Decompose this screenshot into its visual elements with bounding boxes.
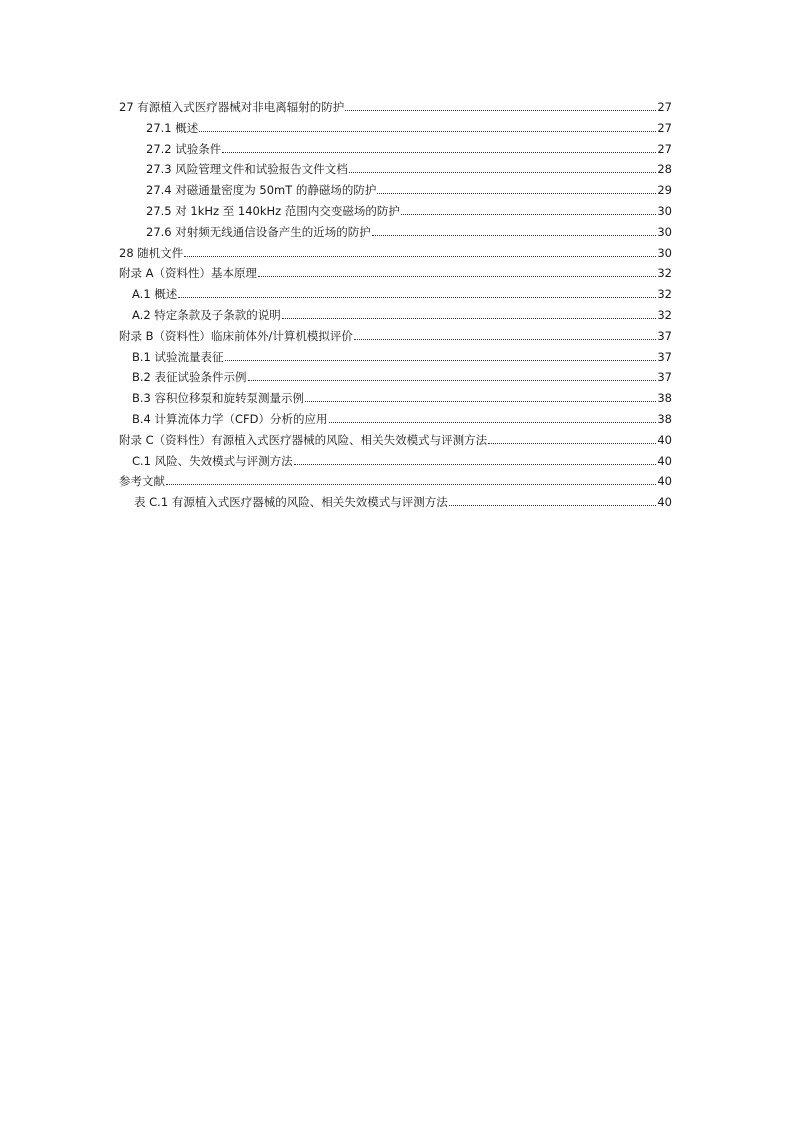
toc-entry-label: 27.4 对磁通量密度为 50mT 的静磁场的防护 <box>146 183 377 198</box>
toc-dot-leader <box>305 401 656 402</box>
toc-page-number: 40 <box>657 453 672 468</box>
toc-dot-leader <box>199 131 656 132</box>
toc-page-number: 37 <box>657 370 672 385</box>
toc-entry[interactable] <box>119 139 672 160</box>
toc-entry[interactable] <box>119 367 672 388</box>
toc-entry[interactable] <box>119 201 672 222</box>
toc-dot-leader <box>349 172 657 173</box>
toc-entry-label: 附录 C（资料性）有源植入式医疗器械的风险、相关失效模式与评测方法 <box>119 432 488 447</box>
toc-entry[interactable] <box>119 263 672 284</box>
toc-entry-label: 附录 A（资料性）基本原理 <box>119 266 258 281</box>
toc-entry-label: 27 有源植入式医疗器械对非电离辐射的防护 <box>119 100 345 114</box>
toc-entry[interactable] <box>119 243 672 264</box>
toc-dot-leader <box>345 110 656 111</box>
toc-entry[interactable] <box>119 409 672 430</box>
toc-dot-leader <box>178 297 656 298</box>
toc-page-number: 28 <box>657 162 672 177</box>
toc-page-number: 40 <box>657 495 672 510</box>
toc-entry[interactable] <box>119 305 672 326</box>
toc-dot-leader <box>225 360 657 361</box>
toc-page-number: 32 <box>657 307 672 322</box>
toc-dot-leader <box>184 256 656 257</box>
toc-entry[interactable] <box>119 97 672 118</box>
toc-entry-label: 附录 B（资料性）临床前体外/计算机模拟评价 <box>119 328 353 343</box>
table-of-contents <box>119 97 672 513</box>
toc-dot-leader <box>354 339 656 340</box>
toc-page-number: 40 <box>657 432 672 447</box>
toc-entry-label: 27.6 对射频无线通信设备产生的近场的防护 <box>146 224 371 239</box>
toc-entry[interactable] <box>119 222 672 243</box>
toc-page-number: 27 <box>657 120 672 135</box>
toc-dot-leader <box>488 443 656 444</box>
toc-entry-label: 27.5 对 1kHz 至 140kHz 范围内交变磁场的防护 <box>146 203 400 218</box>
toc-dot-leader <box>401 214 657 215</box>
toc-entry-label: 表 C.1 有源植入式医疗器械的风险、相关失效模式与评测方法 <box>134 495 448 510</box>
toc-dot-leader <box>294 464 657 465</box>
toc-entry[interactable] <box>119 451 672 472</box>
toc-page-number: 40 <box>657 474 672 489</box>
toc-entry[interactable] <box>119 492 672 513</box>
toc-dot-leader <box>282 318 657 319</box>
toc-page-number: 30 <box>657 203 672 218</box>
toc-page-number: 27 <box>657 100 672 114</box>
toc-dot-leader <box>329 422 657 423</box>
toc-page-number: 32 <box>657 266 672 281</box>
toc-page-number: 37 <box>657 349 672 364</box>
toc-dot-leader <box>222 152 656 153</box>
toc-dot-leader <box>372 235 657 236</box>
toc-dot-leader <box>258 276 656 277</box>
toc-entry-label: B.2 表征试验条件示例 <box>132 370 247 385</box>
toc-page-number: 30 <box>657 245 672 260</box>
toc-entry-label: 参考文献 <box>119 474 165 489</box>
toc-entry-label: C.1 风险、失效模式与评测方法 <box>132 453 293 468</box>
toc-entry[interactable] <box>119 471 672 492</box>
toc-dot-leader <box>377 193 656 194</box>
toc-dot-leader <box>449 505 657 506</box>
toc-page-number: 30 <box>657 224 672 239</box>
toc-entry[interactable] <box>119 284 672 305</box>
toc-page-number: 38 <box>657 391 672 406</box>
toc-entry-label: 27.3 风险管理文件和试验报告文件文档 <box>146 162 348 177</box>
toc-entry-label: B.1 试验流量表征 <box>132 349 224 364</box>
toc-entry[interactable] <box>119 159 672 180</box>
toc-entry-label: 27.2 试验条件 <box>146 141 222 156</box>
toc-entry-label: A.2 特定条款及子条款的说明 <box>132 307 281 322</box>
toc-entry-label: A.1 概述 <box>132 287 178 302</box>
toc-entry[interactable] <box>119 430 672 451</box>
toc-entry-label: B.3 容积位移泵和旋转泵测量示例 <box>132 391 305 406</box>
toc-dot-leader <box>166 484 656 485</box>
toc-entry[interactable] <box>119 326 672 347</box>
toc-entry-label: B.4 计算流体力学（CFD）分析的应用 <box>132 411 328 426</box>
toc-page-number: 37 <box>657 328 672 343</box>
toc-entry-label: 28 随机文件 <box>119 245 184 260</box>
toc-entry[interactable] <box>119 347 672 368</box>
toc-entry[interactable] <box>119 180 672 201</box>
toc-page-number: 38 <box>657 411 672 426</box>
toc-dot-leader <box>248 380 657 381</box>
toc-page-number: 29 <box>657 183 672 198</box>
toc-entry[interactable] <box>119 118 672 139</box>
toc-entry-label: 27.1 概述 <box>146 120 199 135</box>
toc-entry[interactable] <box>119 388 672 409</box>
toc-page-number: 32 <box>657 287 672 302</box>
toc-page-number: 27 <box>657 141 672 156</box>
